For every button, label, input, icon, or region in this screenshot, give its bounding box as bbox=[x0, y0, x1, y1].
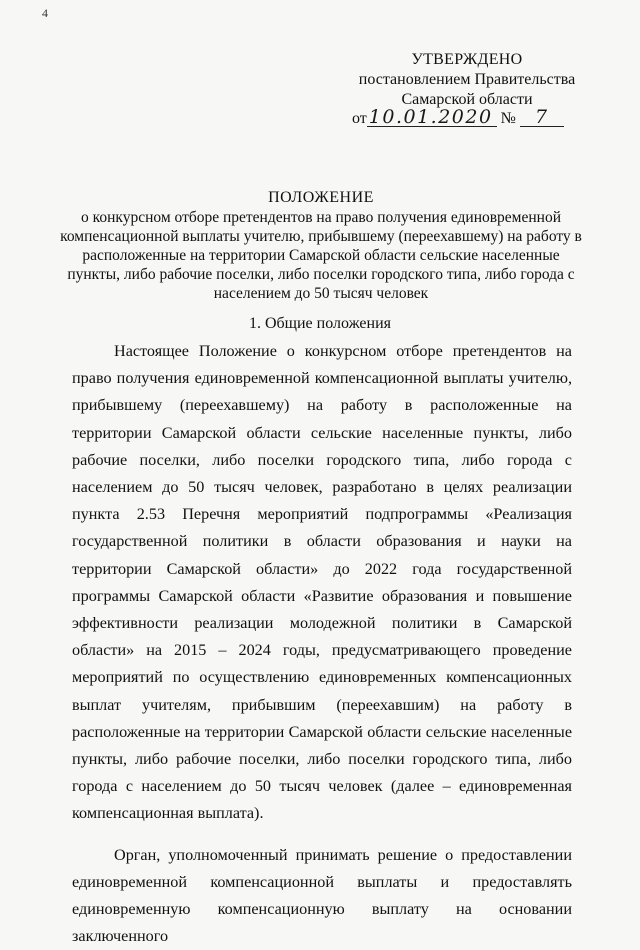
paragraph-1: Настоящее Положение о конкурсном отборе претендентов на право получения единовременной компенсационной выплаты учителю, прибывшему (переехавшему) на работу в расположенные на территории Самарской области сельские населенные пункты, либо рабочие поселки, либо поселки городского типа, либо города с населением до 50 тысяч человек, разработано в целях реализации пункта 2.53 Перечня мероприятий подпрограммы «Реализация государственной политики в области образования и науки на территории Самарской области» до 2022 года государственной программы Самарской области «Развитие образования и повышение эффективности реализации молодежной политики в Самарской области» на 2015 – 2024 годы, предусматривающего проведение мероприятий по осуществлению единовременных компенсационных выплат учителям, прибывшим (переехавшим) на работу в расположенные на территории Самарской области сельские населенные пункты, либо рабочие поселки, либо поселки городского типа, либо города с населением до 50 тысяч человек (далее – единовременная компенсационная выплата). bbox=[72, 342, 572, 823]
paragraph-2: Орган, уполномоченный принимать решение о предоставлении единовременной компенсационной выплаты и предоставлять единовременную компенсационную выплату на основании заключенного bbox=[72, 845, 572, 946]
approval-line-2: Самарской области bbox=[401, 91, 533, 108]
handwritten-date: 10.01.2020 bbox=[367, 108, 497, 127]
approval-line-1: постановлением Правительства bbox=[358, 71, 576, 88]
document-title: ПОЛОЖЕНИЕ bbox=[268, 189, 374, 206]
document-title-block bbox=[60, 188, 582, 303]
number-label: № bbox=[500, 110, 516, 127]
page-mark: 4 bbox=[42, 6, 48, 20]
approval-stamp bbox=[332, 50, 602, 128]
approval-heading: УТВЕРЖДЕНО bbox=[411, 51, 523, 68]
document-subtitle: о конкурсном отборе претендентов на право получения единовременной компенсационной выплаты учителю, прибывшему (переехавшему) на работу в расположенные на территории Самарской области сельские населенные пункты, либо рабочие поселки, либо поселки городского типа, либо города с населением до 50 тысяч человек bbox=[60, 209, 582, 302]
from-label: от bbox=[352, 110, 367, 127]
approval-date-row bbox=[352, 108, 564, 129]
document-body bbox=[72, 338, 572, 950]
section-heading: 1. Общие положения bbox=[248, 315, 392, 332]
handwritten-number: 7 bbox=[520, 108, 564, 127]
